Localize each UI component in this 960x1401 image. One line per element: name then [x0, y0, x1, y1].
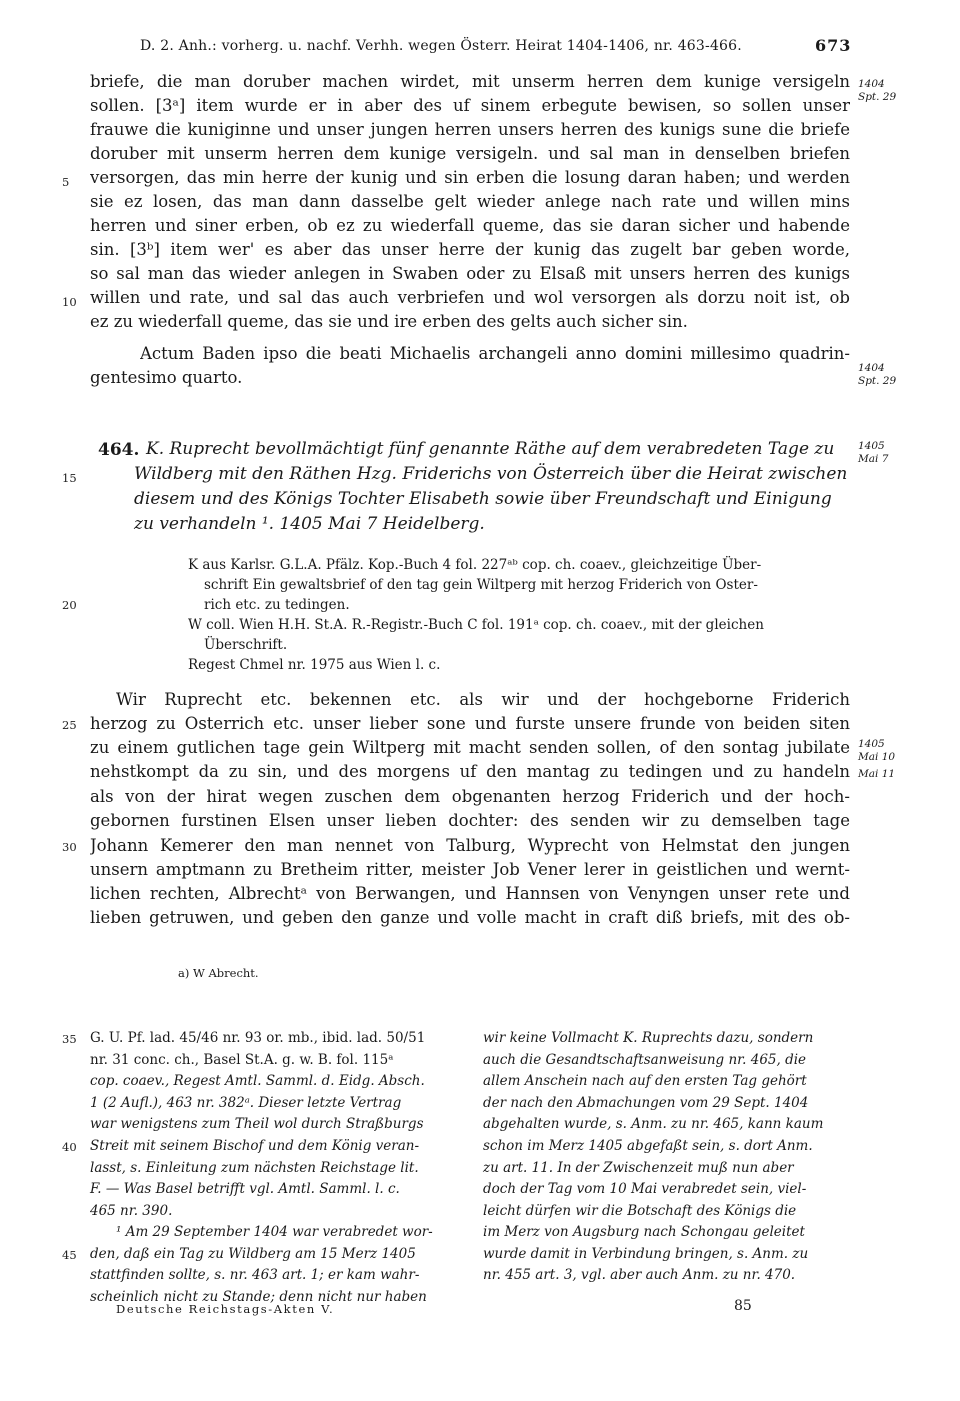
note-line: abgehalten wurde, s. Anm. zu nr. 465, kann kaum [483, 1116, 824, 1132]
text-line: zu einem gutlichen tage gein Wiltperg mit macht senden sollen, of den sontag jubilate [90, 738, 850, 757]
margin-year: 1404 [858, 362, 885, 374]
note-line: cop. coaev., Regest Amtl. Samml. d. Eidg. Absch. [90, 1073, 425, 1089]
source-line: Überschrift. [204, 637, 288, 653]
entry-number: 464. [98, 440, 140, 460]
margin-day: Mai 7 [858, 453, 889, 465]
footer-signature: Deutsche Reichstags-Akten V. [116, 1302, 335, 1316]
margin-year: 1405 [858, 738, 885, 750]
text-line: briefe, die man doruber machen wirdet, mit unserm herren dem kunige versigeln [90, 72, 850, 91]
page-number: 673 [815, 36, 852, 55]
text-line: lichen rechten, Albrechtᵃ von Berwangen, und Hannsen von Venyngen unser rete und [90, 884, 850, 903]
line-number: 20 [62, 598, 77, 612]
line-number: 40 [62, 1140, 77, 1154]
margin-date-top [858, 78, 896, 104]
entry-heading-line: diesem und des Königs Tochter Elisabeth sowie über Freundschaft und Einigung [134, 489, 832, 509]
running-title: D. 2. Anh.: vorherg. u. nachf. Verhh. wegen Österr. Heirat 1404-1406, nr. 463-466. [140, 38, 742, 54]
note-line: leicht dürfen wir die Botschaft des Königs die [483, 1203, 797, 1219]
note-line: F. — Was Basel betrifft vgl. Amtl. Samml. l. c. [90, 1181, 400, 1197]
note-line: der nach den Abmachungen vom 29 Sept. 1404 [483, 1095, 809, 1111]
note-line: ¹ Am 29 September 1404 war verabredet wor- [116, 1224, 433, 1240]
note-line: doch der Tag vom 10 Mai verabredet sein, viel- [483, 1181, 807, 1197]
text-line: herzog zu Osterrich etc. unser lieber sone und furste unsere frunde von beiden siten [90, 714, 850, 733]
actum-line: Actum Baden ipso die beati Michaelis archangeli anno domini millesimo quadrin- [140, 344, 850, 363]
source-line: K aus Karlsr. G.L.A. Pfälz. Kop.-Buch 4 fol. 227ᵃᵇ cop. ch. coaev., gleichzeitige Über- [188, 557, 762, 573]
entry-heading-line: zu verhandeln ¹. 1405 Mai 7 Heidelberg. [134, 514, 485, 534]
text-line: doruber mit unserm herren dem kunige versigeln. und sal man in denselben briefen [90, 144, 850, 163]
line-number: 35 [62, 1032, 77, 1046]
note-line: 465 nr. 390. [90, 1203, 173, 1219]
note-line: lasst, s. Einleitung zum nächsten Reichstage lit. [90, 1160, 419, 1176]
margin-year: 1405 [858, 440, 885, 452]
line-number: 15 [62, 471, 77, 485]
entry-heading-line: K. Ruprecht bevollmächtigt fünf genannte Räthe auf dem verabredeten Tage zu [146, 439, 835, 459]
source-line: W coll. Wien H.H. St.A. R.-Registr.-Buch C fol. 191ᵃ cop. ch. coaev., mit der gleichen [188, 617, 764, 633]
note-line: 1 (2 Aufl.), 463 nr. 382ᵃ. Dieser letzte Vertrag [90, 1095, 402, 1111]
note-line: allem Anschein nach auf den ersten Tag gehört [483, 1073, 807, 1089]
text-line: Johann Kemerer den man nennet von Talburg, Wyprecht von Helmstat den jungen [90, 836, 850, 855]
margin-day: Spt. 29 [858, 375, 897, 387]
entry-heading-line: Wildberg mit den Räthen Hzg. Friderichs von Österreich über die Heirat zwischen [134, 464, 848, 484]
note-line: wurde damit in Verbindung bringen, s. Anm. zu [483, 1246, 809, 1262]
text-line: herren und siner erben, ob ez zu wiederfall queme, das sie daran sicher und habende [90, 216, 850, 235]
source-line: rich etc. zu tedingen. [204, 597, 350, 613]
actum-line: gentesimo quarto. [90, 368, 243, 387]
margin-date-heading [858, 440, 888, 466]
margin-date-mai-11: Mai 11 [858, 768, 896, 780]
note-line: scheinlich nicht zu Stande; denn nicht nur haben [90, 1289, 427, 1305]
line-number: 25 [62, 718, 77, 732]
note-line: im Merz von Augsburg nach Schongau geleitet [483, 1224, 805, 1240]
margin-date-jubilate [858, 738, 895, 764]
text-line: sie ez losen, das man dann dasselbe gelt wieder anlege nach rate und willen mins [90, 192, 850, 211]
text-line: willen und rate, und sal das auch verbriefen und wol versorgen als dorzu noit ist, ob [90, 288, 850, 307]
margin-day: Spt. 29 [858, 91, 897, 103]
margin-day: Mai 10 [858, 751, 896, 763]
text-line: lieben getruwen, und geben den ganze und volle macht in craft diß briefs, mit des ob- [90, 908, 850, 927]
source-line: schrift Ein gewaltsbrief of den tag gein Wiltperg mit herzog Friderich von Oster- [204, 577, 758, 593]
text-line: frauwe die kuniginne und unser jungen herren unsers herren des kunigs sune die briefe [90, 120, 850, 139]
text-line: sin. [3ᵇ] item wer' es aber das unser herre der kunig das zugelt bar geben worde, [90, 240, 850, 259]
text-line: ez zu wiederfall queme, das sie und ire erben des gelts auch sicher sin. [90, 312, 688, 331]
textual-note: a) W Abrecht. [178, 966, 259, 980]
text-line: gebornen furstinen Elsen unser lieben dochter: des senden wir zu demselben tage [90, 811, 850, 830]
note-line: nr. 31 conc. ch., Basel St.A. g. w. B. fol. 115ᵃ [90, 1052, 394, 1068]
note-line: den, daß ein Tag zu Wildberg am 15 Merz 1405 [90, 1246, 416, 1262]
note-line: G. U. Pf. lad. 45/46 nr. 93 or. mb., ibid. lad. 50/51 [90, 1030, 426, 1046]
footer-sheet-number: 85 [734, 1298, 752, 1314]
note-line: war wenigstens zum Theil wol durch Straßburgs [90, 1116, 424, 1132]
text-line: sollen. [3ᵃ] item wurde er in aber des uf sinem erbegute bewisen, so sollen unser [90, 96, 850, 115]
margin-date-actum [858, 362, 896, 388]
note-line: Streit mit seinem Bischof und dem König veran- [90, 1138, 420, 1154]
text-line: Wir Ruprecht etc. bekennen etc. als wir und der hochgeborne Friderich [116, 690, 850, 709]
source-line: Regest Chmel nr. 1975 aus Wien l. c. [188, 657, 441, 673]
note-line: nr. 455 art. 3, vgl. aber auch Anm. zu nr. 470. [483, 1267, 796, 1283]
note-line: zu art. 11. In der Zwischenzeit muß nun aber [483, 1160, 794, 1176]
text-line: unsern amptmann zu Bretheim ritter, meister Job Vener lerer in geistlichen und wernt- [90, 860, 850, 879]
note-line: schon im Merz 1405 abgefaßt sein, s. dort Anm. [483, 1138, 813, 1154]
note-line: auch die Gesandtschaftsanweisung nr. 465, die [483, 1052, 807, 1068]
line-number: 30 [62, 840, 77, 854]
text-line: so sal man das wieder anlegen in Swaben oder zu Elsaß mit unsers herren des kunigs [90, 264, 850, 283]
line-number: 5 [62, 175, 70, 189]
margin-year: 1404 [858, 78, 885, 90]
line-number: 10 [62, 295, 77, 309]
text-line: versorgen, das min herre der kunig und sin erben die losung daran haben; und werden [90, 168, 850, 187]
line-number: 45 [62, 1248, 77, 1262]
text-line: als von der hirat wegen zuschen dem obgenanten herzog Friderich und der hoch- [90, 787, 850, 806]
note-line: stattfinden sollte, s. nr. 463 art. 1; er kam wahr- [90, 1267, 420, 1283]
note-line: wir keine Vollmacht K. Ruprechts dazu, sondern [483, 1030, 814, 1046]
text-line: nehstkompt da zu sin, und des morgens uf den mantag zu tedingen und zu handeln [90, 762, 850, 781]
